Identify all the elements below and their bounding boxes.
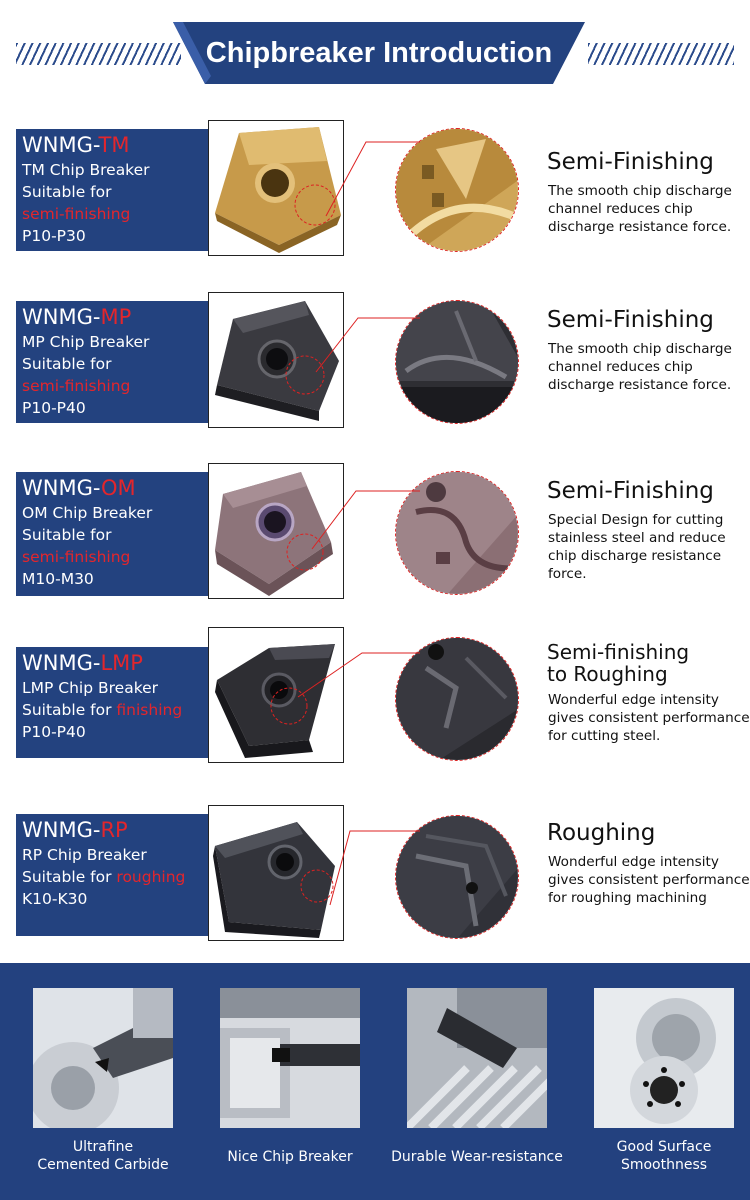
product-model: WNMG-LMP	[22, 651, 143, 675]
feature-title: Semi-Finishing	[547, 149, 714, 175]
application-label: roughing	[116, 868, 186, 886]
feature-caption: Good Surface Smoothness	[616, 1139, 712, 1173]
feature-card	[33, 988, 173, 1173]
feature-description: The smooth chip discharge channel reduces chip discharge resistance force.	[548, 341, 732, 393]
feature-description: Wonderful edge intensity gives consistent performance for cutting steel.	[548, 692, 750, 744]
feature-title: Roughing	[547, 820, 656, 846]
application-label: semi-finishing	[22, 548, 131, 566]
suitable-label: Suitable for	[22, 526, 112, 544]
application-label: semi-finishing	[22, 377, 131, 395]
product-model: WNMG-RP	[22, 818, 128, 842]
feature-caption: Ultrafine Cemented Carbide	[37, 1139, 169, 1173]
product-row	[0, 292, 750, 432]
feature-caption: Nice Chip Breaker	[227, 1149, 353, 1165]
product-row	[0, 627, 750, 767]
product-row	[0, 120, 750, 260]
feature-title	[547, 641, 689, 685]
grade-range: P10-P40	[22, 399, 86, 417]
product-model: WNMG-MP	[22, 305, 132, 329]
section-header	[0, 0, 750, 100]
feature-caption: Durable Wear-resistance	[391, 1149, 563, 1165]
feature-image	[33, 988, 173, 1128]
feature-image	[220, 988, 360, 1128]
product-model: WNMG-TM	[22, 133, 130, 157]
grade-range: P10-P40	[22, 723, 86, 741]
feature-description: Wonderful edge intensity gives consistent performance for roughing machining	[548, 854, 750, 906]
page-title: Chipbreaker Introduction	[205, 37, 553, 69]
chip-breaker-name: LMP Chip Breaker	[22, 679, 159, 697]
product-row	[0, 463, 750, 603]
product-model: WNMG-OM	[22, 476, 136, 500]
feature-image	[594, 988, 734, 1128]
feature-card	[220, 988, 360, 1165]
application-label: semi-finishing	[22, 205, 131, 223]
suitable-label: Suitable for roughing	[22, 868, 186, 886]
suitable-label: Suitable for finishing	[22, 701, 183, 719]
suitable-label: Suitable for	[22, 355, 112, 373]
feature-card	[391, 988, 563, 1165]
feature-description: The smooth chip discharge channel reduces chip discharge resistance force.	[548, 183, 732, 235]
feature-image	[407, 988, 547, 1128]
feature-card	[594, 988, 734, 1173]
grade-range: K10-K30	[22, 890, 88, 908]
grade-range: M10-M30	[22, 570, 94, 588]
header-hatch-right	[588, 43, 734, 65]
feature-description: Special Design for cutting stainless steel and reduce chip discharge resistance force.	[548, 512, 726, 582]
chip-breaker-name: TM Chip Breaker	[22, 161, 150, 179]
feature-title-line-2: to Roughing	[547, 662, 668, 686]
grade-range: P10-P30	[22, 227, 86, 245]
feature-title-line-1: Semi-finishing	[547, 640, 690, 664]
feature-title: Semi-Finishing	[547, 307, 714, 333]
chip-breaker-name: RP Chip Breaker	[22, 846, 147, 864]
header-hatch-left	[16, 43, 181, 65]
suitable-label: Suitable for	[22, 183, 112, 201]
chip-breaker-name: MP Chip Breaker	[22, 333, 150, 351]
feature-title: Semi-Finishing	[547, 478, 714, 504]
chip-breaker-name: OM Chip Breaker	[22, 504, 153, 522]
application-label: finishing	[116, 701, 183, 719]
product-row	[0, 805, 750, 945]
